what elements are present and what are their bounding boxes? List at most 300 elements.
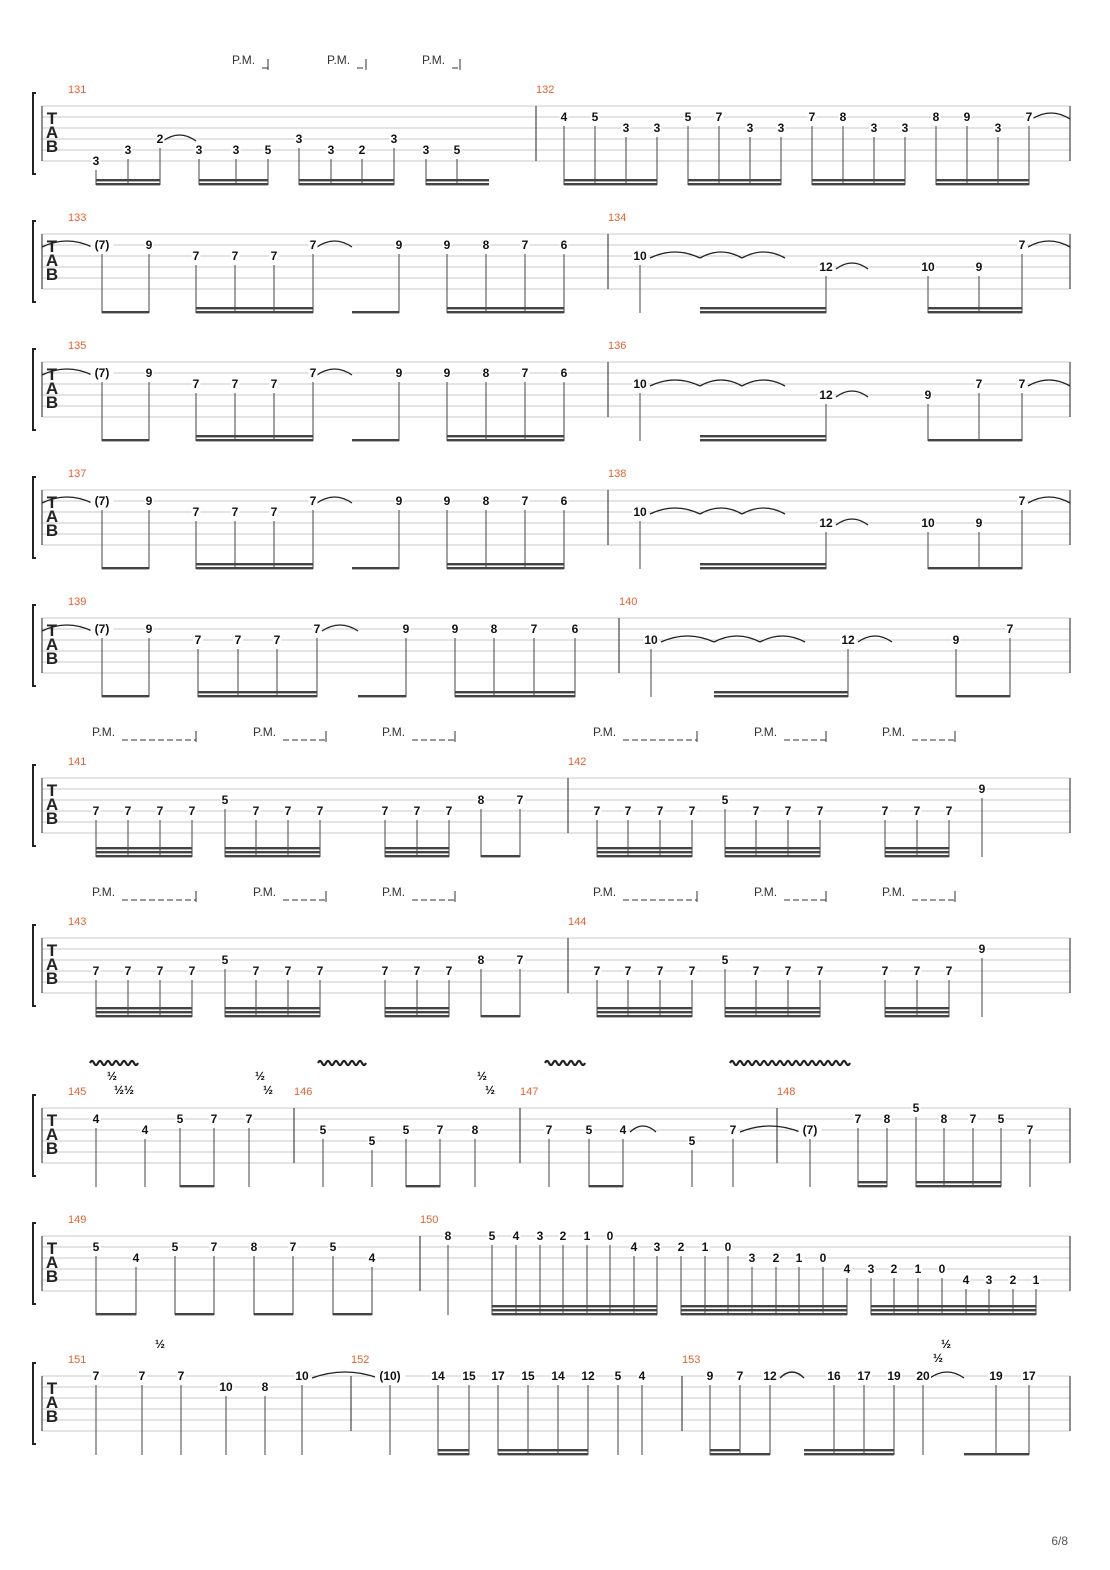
beam [299, 179, 394, 181]
fret-number: 5 [684, 110, 692, 124]
beam [725, 847, 820, 849]
fret-number: 10 [219, 1380, 233, 1394]
beam [956, 695, 1010, 697]
fret-number: 10 [644, 633, 658, 647]
beam [96, 855, 192, 857]
vibrato-mark [90, 1061, 138, 1065]
tab-system [33, 468, 1070, 569]
fret-number: 7 [736, 1369, 744, 1383]
fret-number: 5 [329, 1240, 337, 1254]
palm-mute-label: P.M. [92, 725, 116, 739]
fret-number: 9 [451, 622, 459, 636]
fret-number: 4 [619, 1123, 627, 1137]
fret-number: 7 [284, 804, 292, 818]
fret-number: 9 [443, 494, 451, 508]
tie-arc [780, 1372, 804, 1378]
tab-system [33, 212, 1070, 313]
beam [804, 1453, 894, 1455]
fret-number: 8 [477, 793, 485, 807]
fret-number: 7 [752, 964, 760, 978]
fret-number: 7 [245, 1112, 253, 1126]
beam [447, 567, 564, 569]
beam [812, 183, 905, 185]
fret-number: 4 [962, 1273, 970, 1287]
fret-number: 7 [316, 804, 324, 818]
tie-arc [700, 380, 742, 386]
fret-number: 8 [471, 1123, 479, 1137]
tie-arc [930, 1372, 964, 1378]
measure-number: 138 [608, 468, 627, 480]
fret-number: 1 [701, 1240, 709, 1254]
palm-mute-label: P.M. [382, 885, 406, 899]
fret-number: 19 [989, 1369, 1003, 1383]
beam [199, 179, 268, 181]
fret-number: 7 [309, 366, 317, 380]
tie-arc [163, 135, 196, 141]
fret-number: 2 [890, 1262, 898, 1276]
tab-system [33, 53, 1070, 185]
fret-number: 5 [92, 1240, 100, 1254]
beam [936, 183, 1029, 185]
fret-number: 7 [593, 804, 601, 818]
fret-number: 3 [777, 121, 785, 135]
beam [447, 439, 564, 441]
measure-number: 137 [68, 468, 87, 480]
beam [700, 439, 826, 441]
fret-number: 3 [870, 121, 878, 135]
beam [498, 1453, 588, 1455]
fret-number: 9 [706, 1369, 714, 1383]
fret-number: 14 [431, 1369, 445, 1383]
palm-mute-label: P.M. [253, 885, 277, 899]
beam [196, 439, 313, 441]
fret-number: 2 [772, 1251, 780, 1265]
bend-label: ½½ [113, 1083, 135, 1097]
tie-arc [742, 252, 785, 258]
tab-clef-letter: A [45, 379, 59, 398]
beam [447, 435, 564, 437]
tab-clef-letter: A [45, 1253, 59, 1272]
fret-number: 5 [264, 143, 272, 157]
fret-number: 8 [477, 953, 485, 967]
fret-number: 15 [521, 1369, 535, 1383]
fret-number: 7 [231, 505, 239, 519]
measure-number: 132 [536, 84, 555, 96]
palm-mute-label: P.M. [754, 885, 778, 899]
fret-number: 7 [516, 793, 524, 807]
fret-number: 7 [545, 1123, 553, 1137]
fret-number: 7 [210, 1112, 218, 1126]
fret-number: 12 [819, 260, 833, 274]
fret-number: 7 [1026, 1123, 1034, 1137]
fret-number: 7 [445, 964, 453, 978]
beam [198, 695, 317, 697]
fret-number: 9 [443, 238, 451, 252]
fret-number: 9 [145, 622, 153, 636]
measure-number: 143 [68, 916, 87, 928]
beam [333, 1313, 372, 1315]
fret-number: (7) [802, 1123, 818, 1137]
beam [225, 855, 320, 857]
fret-number: 7 [234, 633, 242, 647]
beam [225, 851, 320, 853]
fret-number: 7 [436, 1123, 444, 1137]
fret-number: 5 [368, 1134, 376, 1148]
fret-number: 9 [963, 110, 971, 124]
fret-number: 7 [808, 110, 816, 124]
fret-number: 3 [390, 132, 398, 146]
fret-number: 3 [422, 143, 430, 157]
fret-number: 3 [746, 121, 754, 135]
fret-number: 7 [1025, 110, 1033, 124]
fret-number: 5 [912, 1101, 920, 1115]
beam [858, 1185, 887, 1187]
tie-arc [742, 380, 785, 386]
fret-number: 7 [445, 804, 453, 818]
tab-clef-letter: B [45, 649, 59, 668]
beam [96, 847, 192, 849]
fret-number: 3 [124, 143, 132, 157]
bend-label: ½ [940, 1337, 952, 1351]
fret-number: 7 [969, 1112, 977, 1126]
fret-number: 5 [171, 1240, 179, 1254]
tie-arc [650, 380, 700, 386]
fret-number: 7 [729, 1123, 737, 1137]
beam [225, 1007, 320, 1009]
fret-number: 7 [913, 964, 921, 978]
tab-clef-letter: A [45, 251, 59, 270]
fret-number: 7 [309, 238, 317, 252]
fret-number: 1 [914, 1262, 922, 1276]
beam [597, 1007, 692, 1009]
beam [196, 307, 313, 309]
fret-number: 5 [997, 1112, 1005, 1126]
fret-number: 7 [816, 964, 824, 978]
tab-clef-letter: B [45, 969, 59, 988]
fret-number: 7 [270, 249, 278, 263]
beam [352, 567, 399, 569]
vibrato-mark [318, 1061, 366, 1065]
beam [681, 1313, 847, 1315]
measure-number: 151 [68, 1354, 87, 1366]
tab-clef-letter: T [46, 237, 58, 256]
fret-number: 7 [156, 804, 164, 818]
beam [196, 311, 313, 313]
vibrato-mark [730, 1061, 850, 1065]
fret-number: 4 [630, 1240, 638, 1254]
bend-label: ½ [106, 1069, 118, 1083]
beam [438, 1449, 469, 1451]
beam [455, 691, 575, 693]
fret-number: 7 [1006, 622, 1014, 636]
system-bracket [33, 1095, 36, 1176]
fret-number: 7 [816, 804, 824, 818]
fret-number: 7 [715, 110, 723, 124]
measure-number: 152 [351, 1354, 370, 1366]
fret-number: 7 [156, 964, 164, 978]
fret-number: 8 [482, 494, 490, 508]
beam [871, 1313, 1036, 1315]
fret-number: 2 [677, 1240, 685, 1254]
fret-number: 7 [624, 804, 632, 818]
beam [196, 567, 313, 569]
beam [96, 1015, 192, 1017]
tie-arc [836, 519, 868, 525]
fret-number: 4 [843, 1262, 851, 1276]
tie-arc [836, 391, 868, 397]
measure-number: 144 [568, 916, 587, 928]
fret-number: 7 [270, 377, 278, 391]
fret-number: 7 [1018, 238, 1026, 252]
fret-number: 7 [309, 494, 317, 508]
fret-number: 10 [295, 1369, 309, 1383]
beam [447, 311, 564, 313]
tie-arc [661, 636, 714, 642]
fret-number: 15 [462, 1369, 476, 1383]
fret-number: 5 [688, 1134, 696, 1148]
tab-clef-letter: A [45, 1125, 59, 1144]
palm-mute-label: P.M. [382, 725, 406, 739]
beam [225, 847, 320, 849]
fret-number: 7 [92, 1369, 100, 1383]
fret-number: 8 [250, 1240, 258, 1254]
tie-arc [322, 625, 358, 631]
tab-clef-letter: A [45, 507, 59, 526]
tie-arc [312, 1372, 378, 1378]
fret-number: 7 [656, 804, 664, 818]
fret-number: 0 [606, 1229, 614, 1243]
fret-number: 12 [581, 1369, 595, 1383]
beam [688, 183, 781, 185]
fret-number: 7 [273, 633, 281, 647]
fret-number: 8 [261, 1380, 269, 1394]
tab-clef-letter: B [45, 1139, 59, 1158]
system-bracket [33, 93, 36, 174]
bend-label: ½ [154, 1337, 166, 1351]
fret-number: 4 [92, 1112, 100, 1126]
fret-number: 3 [536, 1229, 544, 1243]
measure-number: 136 [608, 340, 627, 352]
tie-arc [740, 1126, 800, 1132]
fret-number: 7 [1018, 377, 1026, 391]
fret-number: 5 [614, 1369, 622, 1383]
beam [597, 855, 692, 857]
beam [175, 1313, 214, 1315]
fret-number: 7 [192, 249, 200, 263]
fret-number: 8 [839, 110, 847, 124]
beam [725, 851, 820, 853]
fret-number: 7 [188, 804, 196, 818]
fret-number: 2 [156, 132, 164, 146]
beam [254, 1313, 293, 1315]
fret-number: (7) [94, 366, 110, 380]
fret-number: 20 [916, 1369, 930, 1383]
fret-number: 1 [583, 1229, 591, 1243]
tab-clef-letter: T [46, 365, 58, 384]
beam [681, 1305, 847, 1307]
fret-number: 7 [284, 964, 292, 978]
fret-number: 10 [633, 505, 647, 519]
fret-number: 9 [952, 633, 960, 647]
fret-number: 7 [854, 1112, 862, 1126]
system-bracket [33, 221, 36, 302]
fret-number: 2 [1009, 1273, 1017, 1287]
tab-clef-letter: T [46, 493, 58, 512]
beam [102, 311, 149, 313]
beam [564, 179, 657, 181]
beam [180, 1185, 214, 1187]
fret-number: 9 [145, 238, 153, 252]
system-bracket [33, 1223, 36, 1304]
beam [564, 183, 657, 185]
fret-number: 3 [867, 1262, 875, 1276]
fret-number: 0 [938, 1262, 946, 1276]
fret-number: 7 [188, 964, 196, 978]
fret-number: 7 [1018, 494, 1026, 508]
fret-number: 7 [289, 1240, 297, 1254]
tab-clef-letter: B [45, 521, 59, 540]
fret-number: 9 [978, 782, 986, 796]
tab-system [33, 885, 1070, 1017]
fret-number: 7 [521, 238, 529, 252]
tie-arc [760, 636, 805, 642]
tab-clef-letter: B [45, 1407, 59, 1426]
fret-number: 6 [560, 494, 568, 508]
beam [352, 439, 399, 441]
beam [492, 1309, 657, 1311]
palm-mute-label: P.M. [92, 885, 116, 899]
fret-number: 3 [622, 121, 630, 135]
fret-number: 7 [192, 377, 200, 391]
palm-mute-label: P.M. [422, 53, 446, 67]
fret-number: 2 [358, 143, 366, 157]
fret-number: 3 [653, 121, 661, 135]
beam [198, 691, 317, 693]
fret-number: 5 [319, 1123, 327, 1137]
beam [597, 1015, 692, 1017]
tie-arc [317, 497, 352, 503]
palm-mute-label: P.M. [253, 725, 277, 739]
beam [225, 1011, 320, 1013]
beam [481, 855, 520, 857]
page-number: 6/8 [1051, 1534, 1068, 1548]
tie-arc [700, 252, 742, 258]
tab-system [33, 725, 1070, 857]
fret-number: 8 [490, 622, 498, 636]
fret-number: 5 [721, 953, 729, 967]
fret-number: 5 [585, 1123, 593, 1137]
tie-arc [630, 1126, 656, 1132]
tab-clef-letter: T [46, 1111, 58, 1130]
fret-number: 1 [1032, 1273, 1040, 1287]
tab-clef-letter: T [46, 109, 58, 128]
fret-number: 7 [252, 804, 260, 818]
palm-mute-label: P.M. [327, 53, 351, 67]
tab-clef-letter: T [46, 1379, 58, 1398]
fret-number: 9 [395, 366, 403, 380]
fret-number: 9 [145, 494, 153, 508]
fret-number: 3 [195, 143, 203, 157]
fret-number: 5 [591, 110, 599, 124]
tie-arc [742, 508, 785, 514]
fret-number: 12 [819, 516, 833, 530]
fret-number: 7 [381, 804, 389, 818]
beam [858, 1181, 887, 1183]
beam [102, 567, 149, 569]
tab-clef-letter: T [46, 621, 58, 640]
beam [804, 1449, 894, 1451]
beam [700, 311, 826, 313]
measure-number: 139 [68, 596, 87, 608]
measure-number: 148 [777, 1086, 796, 1098]
tab-system [33, 340, 1070, 441]
fret-number: 7 [593, 964, 601, 978]
fret-number: 4 [512, 1229, 520, 1243]
beam [447, 307, 564, 309]
measure-number: 146 [294, 1086, 313, 1098]
beam [498, 1449, 588, 1451]
fret-number: 3 [653, 1240, 661, 1254]
fret-number: 7 [177, 1369, 185, 1383]
tab-clef-letter: B [45, 1267, 59, 1286]
system-bracket [33, 1363, 36, 1444]
fret-number: 7 [92, 804, 100, 818]
fret-number: 7 [656, 964, 664, 978]
beam [928, 439, 1022, 441]
tab-clef-letter: A [45, 1393, 59, 1412]
measure-number: 134 [608, 212, 627, 224]
beam [352, 311, 399, 313]
tab-system [33, 596, 1070, 697]
fret-number: 7 [124, 964, 132, 978]
beam [725, 1015, 820, 1017]
fret-number: 7 [881, 964, 889, 978]
fret-number: 8 [883, 1112, 891, 1126]
fret-number: 5 [453, 143, 461, 157]
tie-arc [858, 636, 892, 642]
fret-number: 9 [395, 238, 403, 252]
fret-number: 7 [975, 377, 983, 391]
fret-number: 12 [763, 1369, 777, 1383]
fret-number: 5 [488, 1229, 496, 1243]
fret-number: 12 [841, 633, 855, 647]
beam [700, 435, 826, 437]
fret-number: 10 [921, 516, 935, 530]
tie-arc [700, 508, 742, 514]
beam [928, 567, 1022, 569]
fret-number: 6 [560, 238, 568, 252]
palm-mute-label: P.M. [754, 725, 778, 739]
beam [700, 563, 826, 565]
fret-number: 14 [551, 1369, 565, 1383]
fret-number: 4 [560, 110, 568, 124]
beam [597, 851, 692, 853]
fret-number: 7 [381, 964, 389, 978]
fret-number: 8 [940, 1112, 948, 1126]
fret-number: 3 [901, 121, 909, 135]
beam [102, 695, 149, 697]
fret-number: (7) [94, 494, 110, 508]
fret-number: 3 [295, 132, 303, 146]
fret-number: 5 [176, 1112, 184, 1126]
fret-number: 5 [402, 1123, 410, 1137]
fret-number: 3 [327, 143, 335, 157]
tie-arc [650, 252, 700, 258]
fret-number: 0 [724, 1240, 732, 1254]
fret-number: 10 [633, 249, 647, 263]
fret-number: 8 [932, 110, 940, 124]
fret-number: 7 [516, 953, 524, 967]
